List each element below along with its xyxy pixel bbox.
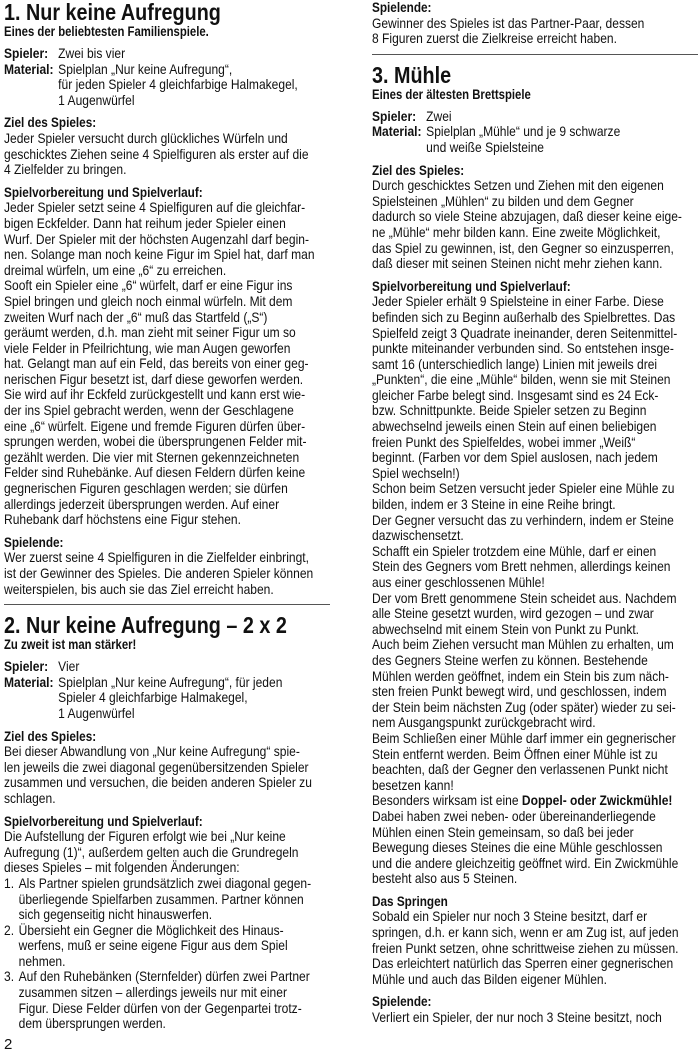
text-line: bigen Eckfelder. Dann hat reihum jeder Spieler einen xyxy=(4,214,286,231)
game-subtitle: Eines der beliebtesten Familienspiele. xyxy=(4,24,209,39)
section-heading: Das Springen xyxy=(372,892,448,909)
text-line: gegnerischen Figuren geschlagen werden; sie dürfen xyxy=(4,480,288,497)
meta-label: Spieler: xyxy=(4,658,49,675)
text-line: „Punkten“, die eine „Mühle“ bilden, wenn sie mit Steinen xyxy=(372,371,671,388)
text-line: Spiel bringen und gleich noch einmal würfeln. Mit dem xyxy=(4,292,293,309)
text-line: dreimal würfeln, um eine „6“ zu erreichen. xyxy=(4,261,227,278)
list-number: 1. xyxy=(4,874,15,891)
meta-label: Material: xyxy=(4,673,54,690)
section-heading: Spielende: xyxy=(372,993,432,1010)
text-line: dieses Spieles – mit folgenden Änderungen: xyxy=(4,859,240,876)
text-line: Ruhebank darf höchstens eine Figur stehen. xyxy=(4,511,241,528)
text-line: daß dieser mit seinen Steinen nicht mehr ziehen kann. xyxy=(372,255,663,272)
text-line: Spieler 4 gleichfarbige Halmakegel, xyxy=(58,689,248,706)
text-line: abwechselnd jeweils einen Stein auf einen beliebigen xyxy=(372,418,657,435)
text-line: Spiel wechseln!) xyxy=(372,464,460,481)
text-line: Spielfeld zeigt 3 Quadrate ineinander, deren Seitenmittel- xyxy=(372,324,678,341)
text-line: Stein entfernt werden. Beim Öffnen einer Mühle ist zu xyxy=(372,745,658,762)
text-line: zweiten Wurf nach der „6“ muß das Startfeld („S“) xyxy=(4,308,268,325)
text-line: Wer zuerst seine 4 Spielfiguren in die Zielfelder einbringt, xyxy=(4,549,309,566)
list-text: dem übersprungen werden. xyxy=(18,1015,166,1032)
text-line: freien Punkt des Spielfeldes, wobei immer „Weiß“ xyxy=(372,433,636,450)
text-line: Der Gegner versucht das zu verhindern, indem er Steine xyxy=(372,511,674,528)
list-line xyxy=(4,923,284,939)
text-line: allerdings jederzeit übersprungen werden. Auf einer xyxy=(4,495,280,512)
game-subtitle: Zu zweit ist man stärker! xyxy=(4,637,137,653)
text-line: 8 Figuren zuerst die Zielkreise erreicht haben. xyxy=(372,30,617,47)
section xyxy=(4,535,330,597)
text-line: und weiße Spielsteine xyxy=(426,138,544,155)
text-line: nem Ausgangspunkt zurückgebracht wird. xyxy=(372,714,596,731)
game-meta xyxy=(372,109,698,156)
text-line: sten freien Punkt bewegt wird, und geschlossen, indem xyxy=(372,683,667,700)
text-line xyxy=(372,792,673,809)
meta-label: Spieler: xyxy=(4,45,49,61)
list-line xyxy=(4,1016,284,1032)
text-line: 1 Augenwürfel xyxy=(58,91,135,108)
section-heading: Ziel des Spieles: xyxy=(4,727,97,744)
text-line: Jeder Spieler erhält 9 Spielsteine in einer Farbe. Diese xyxy=(372,293,664,310)
text-line: Schon beim Setzen versucht jeder Spieler eine Mühle zu xyxy=(372,480,675,497)
section xyxy=(372,894,698,988)
text-line: für jeden Spieler 4 gleichfarbige Halmakegel, xyxy=(58,76,298,93)
text-segment: Besonders wirksam ist eine xyxy=(372,792,522,809)
text-line: Stein des Gegners vom Brett nehmen, allerdings keinen xyxy=(372,558,671,575)
meta-value xyxy=(58,659,331,675)
text-line: len jeweils die zwei diagonal gegenübersitzenden Spieler xyxy=(4,758,309,775)
text-line: Spielplan „Mühle“ und je 9 schwarze xyxy=(426,123,621,140)
text-line: Bewegung dieses Steines die eine Mühle geschlossen xyxy=(372,839,663,856)
text-line: Auch beim Ziehen versucht man Mühlen zu erhalten, um xyxy=(372,636,674,653)
text-line: Spielplan „Nur keine Aufregung“, xyxy=(58,60,233,77)
section xyxy=(4,814,330,1032)
text-line: Durch geschicktes Setzen und Ziehen mit den eigenen xyxy=(372,177,664,194)
section-heading: Spielvorbereitung und Spielverlauf: xyxy=(4,812,203,829)
left-column xyxy=(4,0,330,1039)
text-line: Verliert ein Spieler, der nur noch 3 Steine besitzt, noch xyxy=(372,1009,662,1026)
right-column xyxy=(372,0,698,1033)
text-line: geräumt werden, d.h. man zieht mit seiner Figur um so xyxy=(4,324,296,341)
text-line: Jeder Spieler versucht durch glückliches Würfeln und xyxy=(4,129,288,146)
text-line: beachten, daß der Gegner den verlassenen Punkt nicht xyxy=(372,761,668,778)
section-heading: Spielvorbereitung und Spielverlauf: xyxy=(372,277,571,294)
section-heading: Spielende: xyxy=(4,533,64,550)
game-title: 1. Nur keine Aufregung xyxy=(4,0,221,25)
text-line: und die andere gleichzeitig geöffnet wird. Ein Zwickmühle xyxy=(372,854,679,871)
text-line: Die Aufstellung der Figuren erfolgt wie bei „Nur keine xyxy=(4,828,286,845)
section xyxy=(372,0,698,47)
text-line: Zwei bis vier xyxy=(58,45,126,61)
text-line: befinden sich zu Beginn außerhalb des Spielbrettes. Das xyxy=(372,308,676,325)
meta-row xyxy=(4,46,331,62)
text-line: des Gegners Steine werfen zu können. Bestehende xyxy=(372,651,648,668)
text-line: bzw. Schnittpunkte. Beide Spieler setzen zu Beginn xyxy=(372,402,647,419)
text-line: freien Punkt setzen, ohne schrittweise ziehen zu müssen. xyxy=(372,939,679,956)
list-text: sich gegenseitig nicht hinauswerfen. xyxy=(18,906,213,923)
meta-value xyxy=(58,675,331,722)
section xyxy=(372,279,698,887)
text-line: der ins Spiel gebracht werden, wenn der Geschlagene xyxy=(4,402,294,419)
list-line xyxy=(4,937,288,954)
meta-label: Material: xyxy=(4,60,54,77)
text-line: 4 Zielfelder zu bringen. xyxy=(4,161,127,178)
text-line: gezählt werden. Die vier mit Sternen gekennzeichneten xyxy=(4,448,300,465)
list-line xyxy=(4,874,312,892)
text-line: Das erleichtert natürlich das Sperren einer gegnerischen xyxy=(372,955,674,972)
meta-label: Material: xyxy=(372,123,422,140)
text-line: beginnt. (Farben vor dem Spiel auslosen, nach jedem xyxy=(372,449,658,466)
meta-row xyxy=(4,675,331,722)
text-line: Zwei xyxy=(426,107,452,124)
list-text: werfens, muß er seine eigene Figur aus dem Spiel xyxy=(18,937,288,954)
text-line: hat. Gelangt man auf ein Feld, das bereits von einer geg- xyxy=(4,355,309,372)
list-text: Auf den Ruhebänken (Sternfelder) dürfen zwei Partner xyxy=(18,968,310,985)
text-line: das Spiel zu gewinnen, ist, den Gegner so einzusperren, xyxy=(372,239,674,256)
divider xyxy=(372,54,698,55)
text-line: der Stein beim nächsten Zug (oder später) wieder zu sei- xyxy=(372,698,676,715)
text-line: Jeder Spieler setzt seine 4 Spielfiguren auf die gleichfar- xyxy=(4,199,306,216)
bold-segment: Doppel- oder Zwickmühle! xyxy=(521,792,673,809)
meta-value xyxy=(58,62,331,109)
list-number: 2. xyxy=(4,921,15,938)
meta-label: Spieler: xyxy=(372,107,417,124)
section xyxy=(372,163,698,272)
text-line: Beim Schließen einer Mühle darf immer ein gegnerischer xyxy=(372,729,676,746)
text-line: abwechselnd mit einem Stein von Punkt zu Punkt. xyxy=(372,620,640,637)
section xyxy=(4,185,330,528)
text-line: ne „Mühle“ mehr bilden kann. Eine zweite Möglichkeit, xyxy=(372,223,661,240)
text-line: punkte miteinander verbunden sind. So entstehen insge- xyxy=(372,340,674,357)
text-line: besteht also aus 5 Steinen. xyxy=(372,870,518,887)
text-line: Schafft ein Spieler trotzdem eine Mühle, darf er einen xyxy=(372,542,657,559)
list-line xyxy=(4,907,284,923)
list-text: Figur. Diese Felder dürfen von der Gegenpartei trotz- xyxy=(18,999,302,1016)
divider xyxy=(4,604,330,605)
list-number: 3. xyxy=(4,968,15,985)
text-line: dadurch so viele Steine abzujagen, daß dieser keine eige- xyxy=(372,208,682,225)
text-line: weiterspielen, bis auch sie das Ziel erreicht haben. xyxy=(4,580,274,597)
game-title: 3. Mühle xyxy=(372,61,452,88)
text-line: 1 Augenwürfel xyxy=(58,704,135,721)
meta-row xyxy=(372,109,699,125)
meta-value xyxy=(58,46,331,62)
text-line: samt 16 (unterschiedlich lange) Linien mit jeweils drei xyxy=(372,355,658,372)
list-text: überliegende Spielfarben zusammen. Partner können xyxy=(18,890,304,907)
text-line: Dabei haben zwei neben- oder übereinanderliegende xyxy=(372,807,656,824)
text-line: springen, d.h. er kann sich, wenn er am Zug ist, auf jeden xyxy=(372,924,679,941)
page-number: 2 xyxy=(4,1036,13,1053)
text-line: dazwischensetzt. xyxy=(372,527,464,544)
text-line: Spielplan „Nur keine Aufregung“, für jeden xyxy=(58,673,283,690)
text-line: viele Felder in Pfeilrichtung, wie man Augen geworfen xyxy=(4,339,291,356)
text-line: eine „6“ würfelt. Eigene und fremde Figuren dürfen über- xyxy=(4,417,306,434)
text-line: geschicktes Ziehen seine 4 Spielfiguren als erster auf die xyxy=(4,145,309,162)
text-line: Sie wird auf ihr Eckfeld zurückgestellt und kann erst wie- xyxy=(4,386,306,403)
text-line: besetzen kann! xyxy=(372,776,454,793)
list-line xyxy=(4,984,287,1001)
text-line: Mühlen werden geöffnet, indem ein Stein bis zum näch- xyxy=(372,667,669,684)
meta-row xyxy=(4,659,331,675)
text-line: zusammen und versuchen, die beiden anderen Spieler zu xyxy=(4,774,312,791)
text-line: Wurf. Der Spieler mit der höchsten Augenzahl darf begin- xyxy=(4,230,309,247)
text-line: Aufregung (1)“, außerdem gelten auch die Grundregeln xyxy=(4,843,299,860)
meta-value xyxy=(426,109,699,125)
list-text: Als Partner spielen grundsätzlich zwei diagonal gegen- xyxy=(18,874,312,891)
section-heading: Spielvorbereitung und Spielverlauf: xyxy=(4,183,203,200)
list-line xyxy=(4,890,304,908)
list-line xyxy=(4,954,284,970)
text-line: Mühle und auch das Bilden eigener Mühlen. xyxy=(372,970,607,987)
list-line xyxy=(4,999,302,1017)
text-line: Bei dieser Abwandlung von „Nur keine Aufregung“ spie- xyxy=(4,743,300,760)
text-line: aus einer geschlossenen Mühle! xyxy=(372,574,545,590)
text-line: nerischen Figur besetzt ist, darf diese geworfen werden. xyxy=(4,370,304,387)
game-meta xyxy=(4,46,330,108)
section-heading: Ziel des Spieles: xyxy=(372,161,465,178)
list-line xyxy=(4,968,310,985)
meta-row xyxy=(4,62,331,109)
game-subtitle: Eines der ältesten Brettspiele xyxy=(372,86,531,102)
section xyxy=(4,729,330,807)
section-heading: Spielende: xyxy=(372,0,432,15)
text-line: gleicher Farbe belegt sind. Insgesamt sind es 24 Eck- xyxy=(372,386,659,403)
text-line: schlagen. xyxy=(4,789,56,806)
text-line: bilden, indem er 3 Steine in eine Reihe bringt. xyxy=(372,496,616,513)
list-text: nehmen. xyxy=(18,952,66,969)
section xyxy=(372,994,698,1025)
text-line: alle Steine gesetzt wurden, wird gezogen – und zwar xyxy=(372,605,654,622)
text-line: sprungen werden, wobei die übersprungenen Felder mit- xyxy=(4,433,307,450)
text-line: Spielsteinen „Mühlen“ zu bilden und dem Gegner xyxy=(372,192,634,209)
meta-row xyxy=(372,124,699,155)
text-line: Mühlen einen Stein gemeinsam, so daß bei jeder xyxy=(372,823,634,840)
text-line: Gewinner des Spieles ist das Partner-Paar, dessen xyxy=(372,14,645,31)
game-title: 2. Nur keine Aufregung – 2 x 2 xyxy=(4,612,287,639)
list-text: zusammen sitzen – allerdings jeweils nur mit einer xyxy=(18,984,287,1001)
game-meta xyxy=(4,659,330,721)
text-line: Vier xyxy=(58,658,80,675)
text-line: nen. Solange man noch keine Figur im Spiel hat, darf man xyxy=(4,246,315,263)
text-line: Der vom Brett genommene Stein scheidet aus. Nachdem xyxy=(372,589,677,606)
meta-value xyxy=(426,124,699,155)
text-line: Sooft ein Spieler eine „6“ würfelt, darf er eine Figur ins xyxy=(4,277,293,294)
text-line: ist der Gewinner des Spieles. Die anderen Spieler können xyxy=(4,565,314,581)
section-heading: Ziel des Spieles: xyxy=(4,114,97,131)
text-line: Sobald ein Spieler nur noch 3 Steine besitzt, darf er xyxy=(372,908,648,925)
text-line: Felder sind Ruhebänke. Auf diesen Feldern dürfen keine xyxy=(4,464,306,481)
list-text: Übersieht ein Gegner die Möglichkeit des Hinaus- xyxy=(18,921,284,938)
section xyxy=(4,115,330,177)
